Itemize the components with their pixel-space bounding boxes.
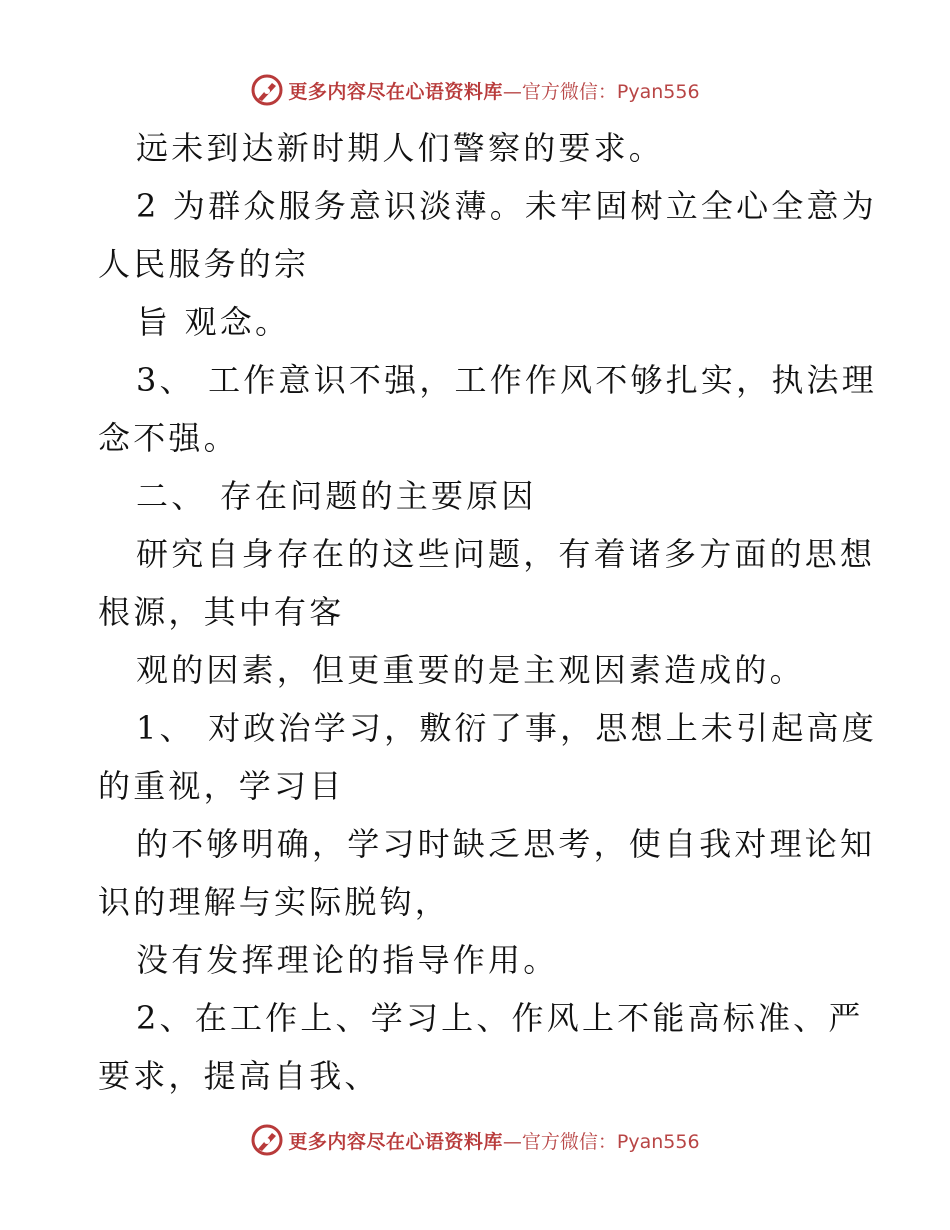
pen-logo-icon [250,1123,284,1157]
text-line: 根源，其中有客 [98,593,345,631]
section-heading: 二、 存在问题的主要原因 [136,477,537,515]
banner-site-name: 更多内容尽在心语资料库 [288,1130,503,1153]
text-line: 3、 工作意识不强，工作作风不够扎实，执法理 [136,361,877,399]
text-line: 的重视，学习目 [98,767,345,805]
text-line: 远未到达新时期人们警察的要求。 [136,129,665,167]
text-line: 识的理解与实际脱钩， [98,883,451,921]
text-line: 旨 观念。 [136,303,291,341]
text-line: 2、在工作上、学习上、作风上不能高标准、严 [136,999,864,1037]
banner-wechat-contact: —官方微信：Pyan556 [502,80,700,103]
banner-wechat-contact: —官方微信：Pyan556 [502,1130,700,1153]
text-line: 的不够明确，学习时缺乏思考，使自我对理论知 [136,825,876,863]
banner-site-name: 更多内容尽在心语资料库 [288,80,503,103]
text-line: 念不强。 [98,419,239,457]
text-line: 观的因素，但更重要的是主观因素造成的。 [136,651,805,689]
text-line: 没有发挥理论的指导作用。 [136,941,559,979]
text-line: 人民服务的宗 [98,245,310,283]
text-line: 要求，提高自我、 [98,1057,380,1095]
text-line: 2 为群众服务意识淡薄。未牢固树立全心全意为 [136,187,877,225]
footer-watermark-banner [0,1118,950,1162]
text-line: 研究自身存在的这些问题，有着诸多方面的思想 [136,535,876,573]
text-line: 1、 对政治学习，敷衍了事，思想上未引起高度 [136,709,877,747]
